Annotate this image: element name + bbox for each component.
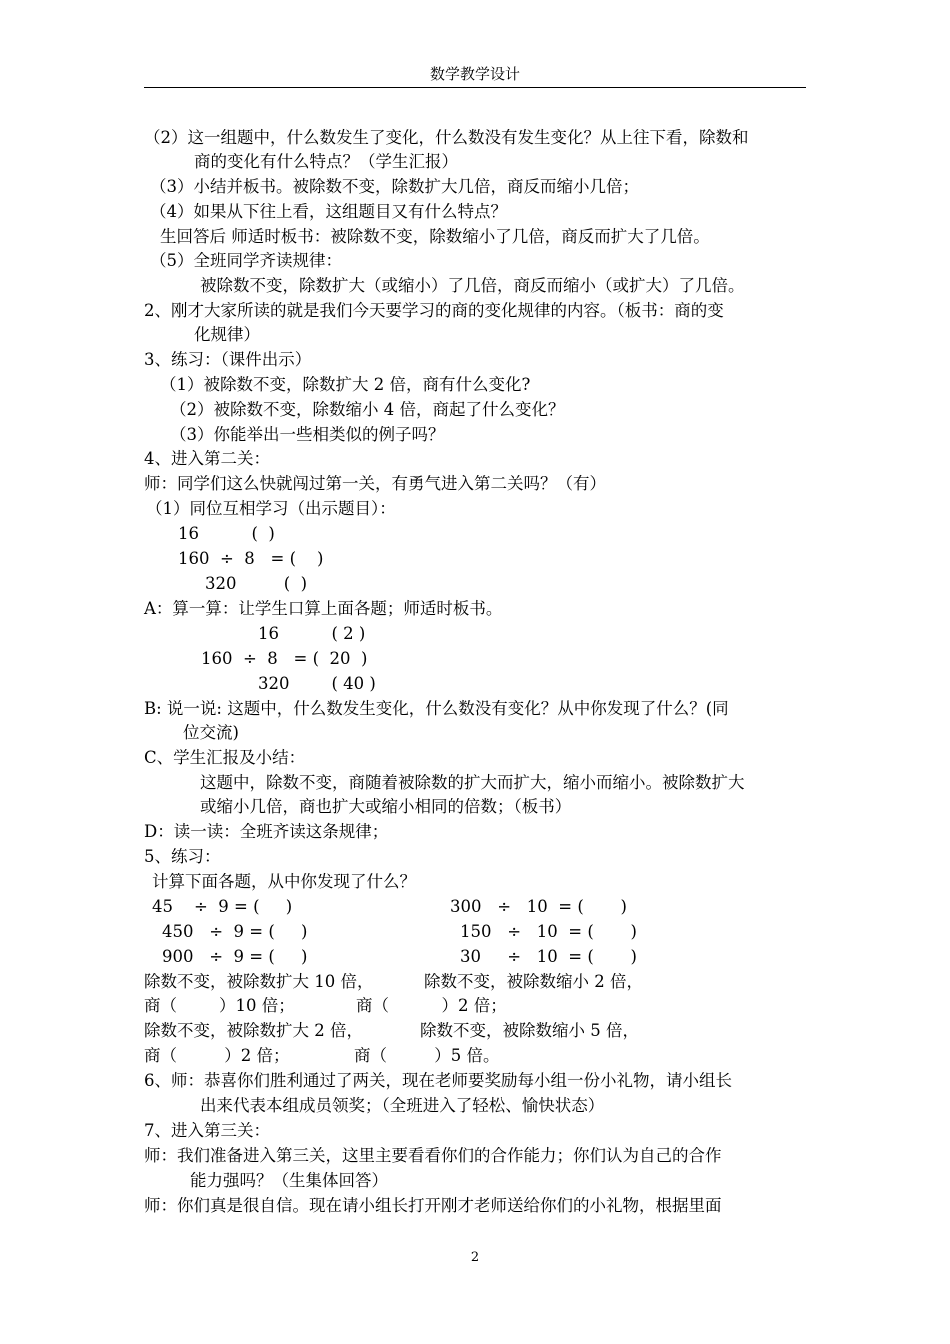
text-line: B: 说一说: 这题中，什么数发生变化，什么数没有变化？从中你发现了什么？(同 bbox=[144, 699, 729, 718]
text-line: D：读一读：全班齐读这条规律； bbox=[144, 822, 389, 841]
text-line: （1）同位互相学习（出示题目）： bbox=[146, 499, 396, 518]
text-line: 或缩小几倍，商也扩大或缩小相同的倍数；（板书） bbox=[200, 797, 572, 816]
text-line: 师：我们准备进入第三关，这里主要看看你们的合作能力；你们认为自己的合作 bbox=[144, 1146, 722, 1165]
text-line: （5）全班同学齐读规律： bbox=[150, 251, 342, 270]
text-line: 商（ ）5 倍。 bbox=[354, 1046, 500, 1065]
text-line: （2）这一组题中，什么数发生了变化，什么数没有发生变化？从上往下看，除数和 bbox=[144, 128, 749, 147]
text-line: 出来代表本组成员领奖；（全班进入了轻松、愉快状态） bbox=[200, 1096, 605, 1115]
text-line: （3）你能举出一些相类似的例子吗？ bbox=[170, 425, 445, 444]
text-line: 450 ÷ 9 = ( ) bbox=[162, 922, 308, 941]
text-line: （4）如果从下往上看，这组题目又有什么特点？ bbox=[150, 202, 507, 221]
text-line: 160 ÷ 8 = ( ) bbox=[178, 549, 324, 568]
text-line: 900 ÷ 9 = ( ) bbox=[162, 947, 308, 966]
text-line: 除数不变，被除数扩大 10 倍， bbox=[144, 972, 374, 991]
text-line: 除数不变，被除数缩小 2 倍， bbox=[424, 972, 643, 991]
text-line: 4、进入第二关： bbox=[144, 449, 270, 468]
text-line: 商的变化有什么特点？（学生汇报） bbox=[194, 152, 458, 171]
text-line: C、学生汇报及小结： bbox=[144, 748, 306, 767]
text-line: 化规律） bbox=[194, 325, 260, 344]
text-line: 商（ ）2 倍； bbox=[356, 996, 507, 1015]
text-line: 150 ÷ 10 = ( ) bbox=[460, 922, 637, 941]
text-line: 师：同学们这么快就闯过第一关，有勇气进入第二关吗？（有） bbox=[144, 474, 606, 493]
header-divider bbox=[144, 87, 806, 88]
text-line: （2）被除数不变，除数缩小 4 倍，商起了什么变化？ bbox=[170, 400, 565, 419]
text-line: 320 ( ) bbox=[205, 574, 308, 593]
text-line: 这题中，除数不变，商随着被除数的扩大而扩大，缩小而缩小。被除数扩大 bbox=[200, 773, 745, 792]
text-line: A：算一算：让学生口算上面各题；师适时板书。 bbox=[144, 599, 503, 618]
text-line: 45 ÷ 9 = ( ) bbox=[152, 897, 293, 916]
text-line: 300 ÷ 10 = ( ) bbox=[450, 897, 627, 916]
text-line: 30 ÷ 10 = ( ) bbox=[460, 947, 637, 966]
text-line: 除数不变，被除数缩小 5 倍， bbox=[420, 1021, 639, 1040]
text-line: 3、练习：（课件出示） bbox=[144, 350, 312, 369]
text-line: 师：你们真是很自信。现在请小组长打开刚才老师送给你们的小礼物，根据里面 bbox=[144, 1196, 722, 1215]
text-line: 320 ( 40 ) bbox=[258, 674, 376, 693]
text-line: 商（ ）2 倍； bbox=[144, 1046, 290, 1065]
text-line: 计算下面各题，从中你发现了什么？ bbox=[152, 872, 416, 891]
text-line: 被除数不变，除数扩大（或缩小）了几倍，商反而缩小（或扩大）了几倍。 bbox=[200, 276, 745, 295]
text-line: （1）被除数不变，除数扩大 2 倍，商有什么变化? bbox=[160, 375, 531, 394]
text-line: 除数不变，被除数扩大 2 倍， bbox=[144, 1021, 363, 1040]
text-line: 160 ÷ 8 = ( 20 ) bbox=[201, 649, 368, 668]
text-line: 16 ( ) bbox=[178, 524, 275, 543]
page-number: 2 bbox=[470, 1250, 480, 1265]
text-line: 5、练习： bbox=[144, 847, 221, 866]
text-line: 2、刚才大家所读的就是我们今天要学习的商的变化规律的内容。（板书：商的变 bbox=[144, 301, 724, 320]
text-line: 能力强吗？（生集体回答） bbox=[190, 1171, 388, 1190]
text-line: 7、进入第三关： bbox=[144, 1121, 270, 1140]
text-line: 生回答后 师适时板书：被除数不变，除数缩小了几倍，商反而扩大了几倍。 bbox=[160, 227, 710, 246]
text-line: （3）小结并板书。被除数不变，除数扩大几倍，商反而缩小几倍； bbox=[150, 177, 639, 196]
text-line: 16 ( 2 ) bbox=[258, 624, 366, 643]
text-line: 商（ ）10 倍； bbox=[144, 996, 295, 1015]
text-line: 6、师：恭喜你们胜利通过了两关，现在老师要奖励每小组一份小礼物，请小组长 bbox=[144, 1071, 732, 1090]
text-line: 位交流) bbox=[183, 723, 239, 742]
page-header-title: 数学教学设计 bbox=[429, 65, 520, 83]
